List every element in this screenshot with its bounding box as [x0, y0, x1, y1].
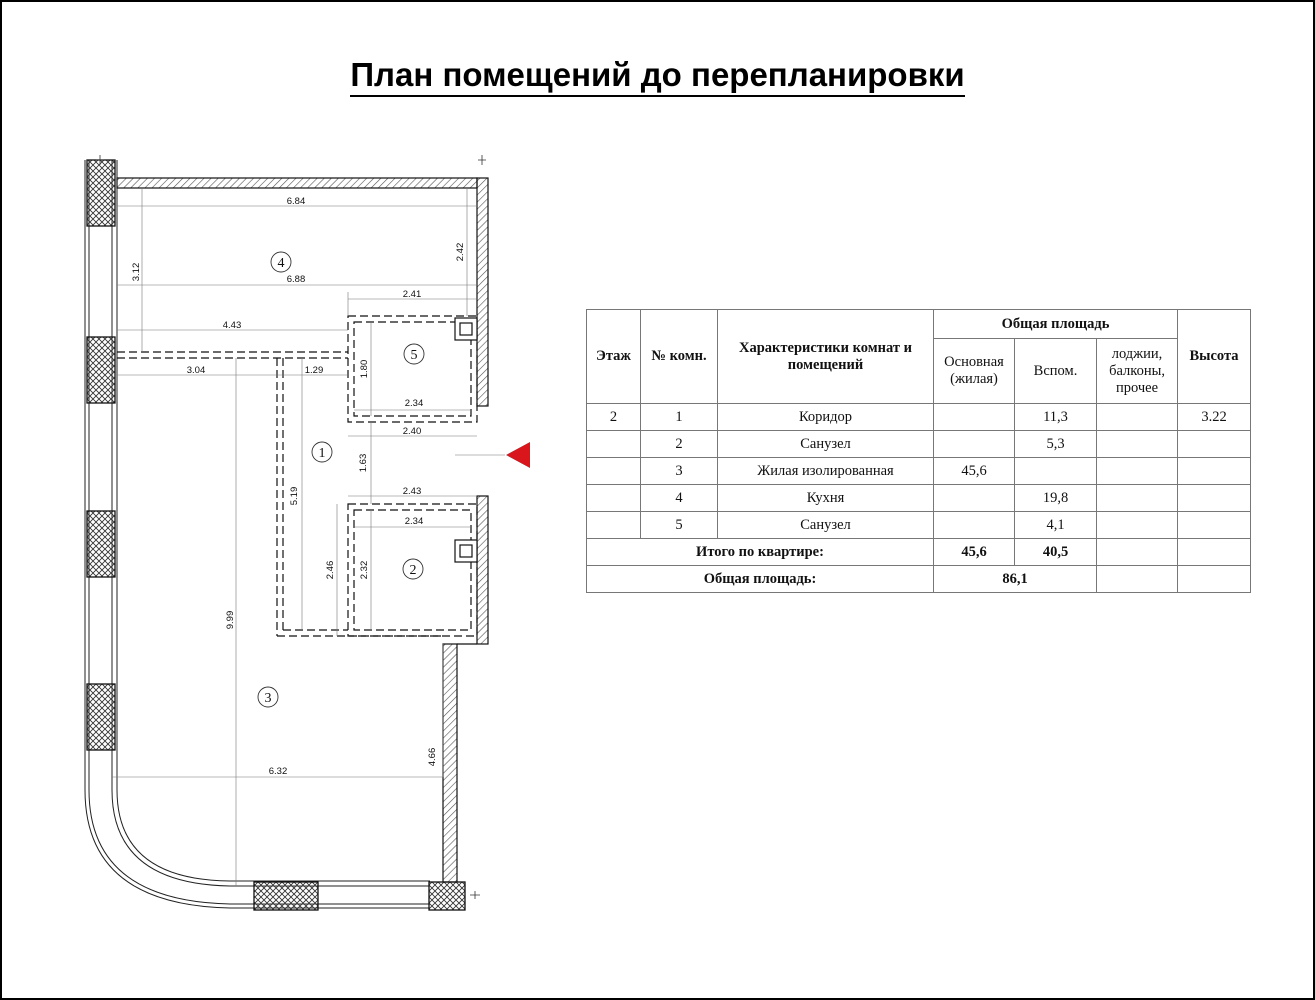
header-loggia: лоджии, балконы, прочее — [1097, 339, 1178, 404]
floor-plan — [0, 0, 560, 930]
cell-loggia-area — [1097, 458, 1178, 485]
dim-129: 1.29 — [304, 365, 324, 376]
dim-684: 6.84 — [286, 196, 306, 207]
cell-room-no: 1 — [641, 404, 718, 431]
room-number-1: 1 — [318, 446, 326, 461]
overall-row — [587, 566, 1251, 593]
cell-aux-area: 19,8 — [1015, 485, 1097, 512]
cell-main-area — [934, 404, 1015, 431]
room-number-3: 3 — [264, 691, 272, 706]
header-total-area: Общая площадь — [934, 310, 1178, 339]
cell-loggia-area — [1097, 431, 1178, 458]
cell-loggia-area — [1097, 512, 1178, 539]
header-room-no: № комн. — [641, 310, 718, 404]
cell-floor — [587, 512, 641, 539]
cell-floor — [587, 458, 641, 485]
table-row — [587, 458, 1251, 485]
explication-table — [586, 309, 1251, 593]
header-height: Высота — [1178, 310, 1251, 404]
header-characteristics: Характеристики комнат и помещений — [718, 310, 934, 404]
overall-empty-1 — [1097, 566, 1178, 593]
cell-main-area — [934, 512, 1015, 539]
dim-163: 1.63 — [358, 453, 369, 473]
cell-room-no: 2 — [641, 431, 718, 458]
overall-label: Общая площадь: — [587, 566, 934, 593]
cell-aux-area — [1015, 458, 1097, 485]
overall-area: 86,1 — [934, 566, 1097, 593]
dim-312: 3.12 — [131, 262, 142, 282]
dimension-labels — [131, 196, 466, 777]
dim-519: 5.19 — [289, 486, 300, 506]
overall-empty-2 — [1178, 566, 1251, 593]
total-loggia-area — [1097, 539, 1178, 566]
dim-242: 2.42 — [455, 242, 466, 262]
page-title: План помещений до перепланировки — [0, 56, 1315, 94]
vent-shafts — [455, 318, 477, 562]
cell-main-area — [934, 485, 1015, 512]
cell-room-name: Коридор — [718, 404, 934, 431]
cell-loggia-area — [1097, 485, 1178, 512]
cell-aux-area: 4,1 — [1015, 512, 1097, 539]
dim-180: 1.80 — [359, 359, 370, 379]
dim-632: 6.32 — [268, 766, 288, 777]
cell-height — [1178, 458, 1251, 485]
cell-floor — [587, 431, 641, 458]
cell-main-area — [934, 431, 1015, 458]
wall-piers — [87, 160, 465, 910]
cell-height — [1178, 485, 1251, 512]
dim-240: 2.40 — [402, 426, 422, 437]
header-floor: Этаж — [587, 310, 641, 404]
cell-room-no: 3 — [641, 458, 718, 485]
cell-room-name: Жилая изолированная — [718, 458, 934, 485]
cell-room-name: Санузел — [718, 512, 934, 539]
partitions — [117, 316, 477, 636]
cell-height: 3.22 — [1178, 404, 1251, 431]
table-row — [587, 404, 1251, 431]
dim-304: 3.04 — [186, 365, 206, 376]
cell-aux-area: 5,3 — [1015, 431, 1097, 458]
cell-floor — [587, 485, 641, 512]
cell-floor: 2 — [587, 404, 641, 431]
room-number-2: 2 — [409, 563, 417, 578]
dim-241: 2.41 — [402, 289, 422, 300]
dim-243: 2.43 — [402, 486, 422, 497]
cell-loggia-area — [1097, 404, 1178, 431]
dim-234a: 2.34 — [404, 398, 424, 409]
cell-aux-area: 11,3 — [1015, 404, 1097, 431]
cell-height — [1178, 512, 1251, 539]
dim-246: 2.46 — [325, 560, 336, 580]
table-row — [587, 512, 1251, 539]
room-number-5: 5 — [410, 348, 418, 363]
total-row — [587, 539, 1251, 566]
cell-room-no: 5 — [641, 512, 718, 539]
total-height — [1178, 539, 1251, 566]
cell-room-name: Санузел — [718, 431, 934, 458]
dim-234b: 2.34 — [404, 516, 424, 527]
room-number-4: 4 — [277, 256, 285, 271]
cell-room-name: Кухня — [718, 485, 934, 512]
dim-999: 9.99 — [225, 610, 236, 630]
total-label: Итого по квартире: — [587, 539, 934, 566]
table-row — [587, 431, 1251, 458]
cell-height — [1178, 431, 1251, 458]
dim-466: 4.66 — [427, 747, 438, 767]
header-aux: Вспом. — [1015, 339, 1097, 404]
table-row — [587, 485, 1251, 512]
total-main-area: 45,6 — [934, 539, 1015, 566]
dim-688: 6.88 — [286, 274, 306, 285]
total-aux-area: 40,5 — [1015, 539, 1097, 566]
dim-443: 4.43 — [222, 320, 242, 331]
entrance-arrow-icon — [506, 442, 530, 468]
header-main: Основная (жилая) — [934, 339, 1015, 404]
cell-main-area: 45,6 — [934, 458, 1015, 485]
dim-232: 2.32 — [359, 560, 370, 580]
cell-room-no: 4 — [641, 485, 718, 512]
